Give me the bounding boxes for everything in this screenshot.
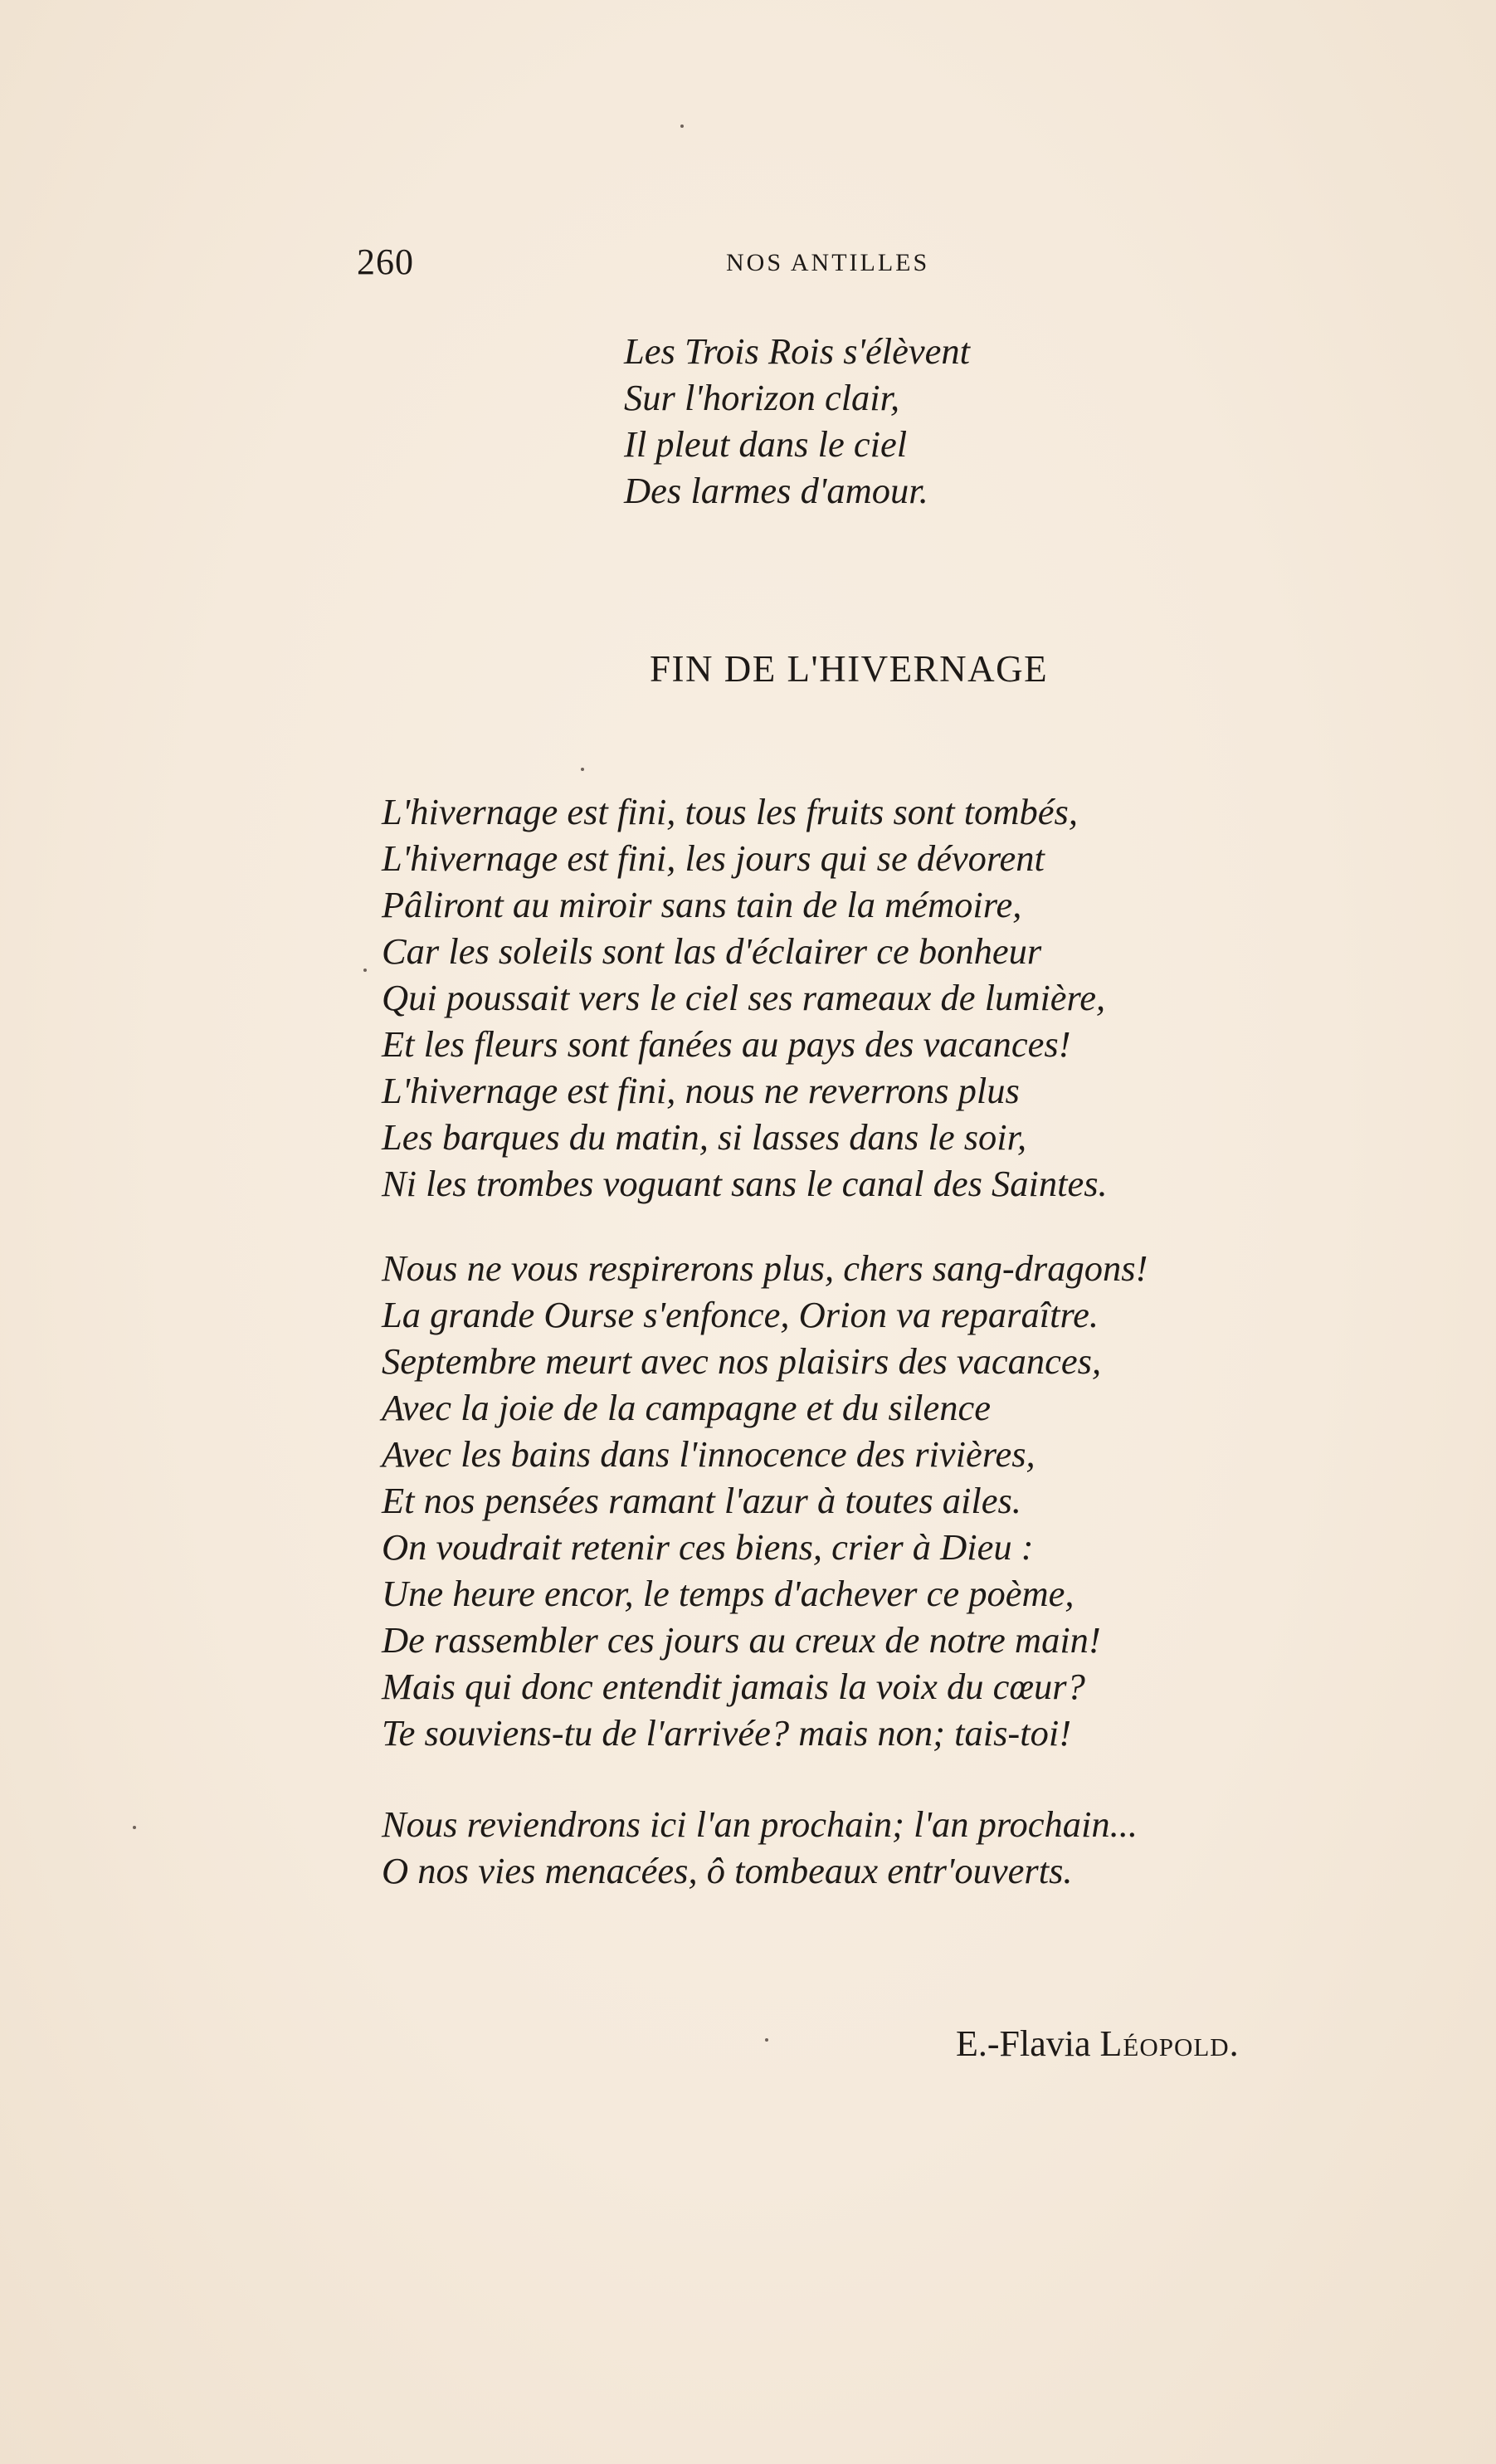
verse-line: Avec les bains dans l'innocence des rivières,	[382, 1433, 1036, 1475]
running-title: NOS ANTILLES	[726, 249, 930, 276]
verse-line: Il pleut dans le ciel	[624, 423, 908, 465]
author-first-name: E.-Flavia	[956, 2023, 1091, 2064]
paper-speck	[765, 2038, 768, 2042]
verse-line: Pâliront au miroir sans tain de la mémoire,	[382, 884, 1022, 925]
verse-line: Qui poussait vers le ciel ses rameaux de lumière,	[382, 977, 1106, 1018]
opening-stanza	[624, 328, 970, 514]
paper-speck	[133, 1826, 136, 1829]
verse-line: Nous reviendrons ici l'an prochain; l'an prochain...	[382, 1803, 1138, 1845]
verse-line: On voudrait retenir ces biens, crier à Dieu :	[382, 1526, 1034, 1568]
verse-line: Les barques du matin, si lasses dans le soir,	[382, 1116, 1027, 1158]
page-number: 260	[357, 242, 414, 282]
author-signature	[956, 2022, 1240, 2065]
verse-line: De rassembler ces jours au creux de notre main!	[382, 1619, 1101, 1661]
verse-line: Les Trois Rois s'élèvent	[624, 330, 971, 372]
verse-line: L'hivernage est fini, les jours qui se dévorent	[382, 837, 1045, 879]
verse-line: Avec la joie de la campagne et du silence	[382, 1387, 991, 1428]
verse-line: Une heure encor, le temps d'achever ce poème,	[382, 1573, 1074, 1614]
verse-line: Septembre meurt avec nos plaisirs des vacances,	[382, 1340, 1102, 1382]
verse-line: Sur l'horizon clair,	[624, 377, 900, 418]
paper-speck	[581, 768, 584, 771]
paper-speck	[363, 969, 367, 972]
stanza-1	[382, 788, 1108, 1207]
verse-line: Te souviens-tu de l'arrivée? mais non; tais-toi!	[382, 1712, 1072, 1754]
stanza-2	[382, 1245, 1148, 1756]
verse-line: Car les soleils sont las d'éclairer ce bonheur	[382, 930, 1042, 972]
verse-line: Nous ne vous respirerons plus, chers sang-dragons!	[382, 1247, 1148, 1289]
page-header	[357, 241, 1294, 290]
verse-line: Des larmes d'amour.	[624, 470, 928, 511]
verse-line: La grande Ourse s'enfonce, Orion va reparaître.	[382, 1294, 1099, 1335]
verse-line: Mais qui donc entendit jamais la voix du cœur?	[382, 1666, 1085, 1707]
verse-line: Ni les trombes voguant sans le canal des Saintes.	[382, 1163, 1108, 1204]
poem-title: FIN DE L'HIVERNAGE	[650, 648, 1049, 690]
author-last-name: Léopold.	[1099, 2023, 1240, 2064]
verse-line: L'hivernage est fini, tous les fruits sont tombés,	[382, 791, 1078, 832]
paper-speck	[680, 124, 684, 128]
verse-line: O nos vies menacées, ô tombeaux entr'ouverts.	[382, 1850, 1073, 1891]
verse-line: Et nos pensées ramant l'azur à toutes ailes.	[382, 1480, 1021, 1521]
stanza-3	[382, 1801, 1138, 1894]
verse-line: Et les fleurs sont fanées au pays des vacances!	[382, 1023, 1071, 1065]
verse-line: L'hivernage est fini, nous ne reverrons plus	[382, 1070, 1020, 1111]
